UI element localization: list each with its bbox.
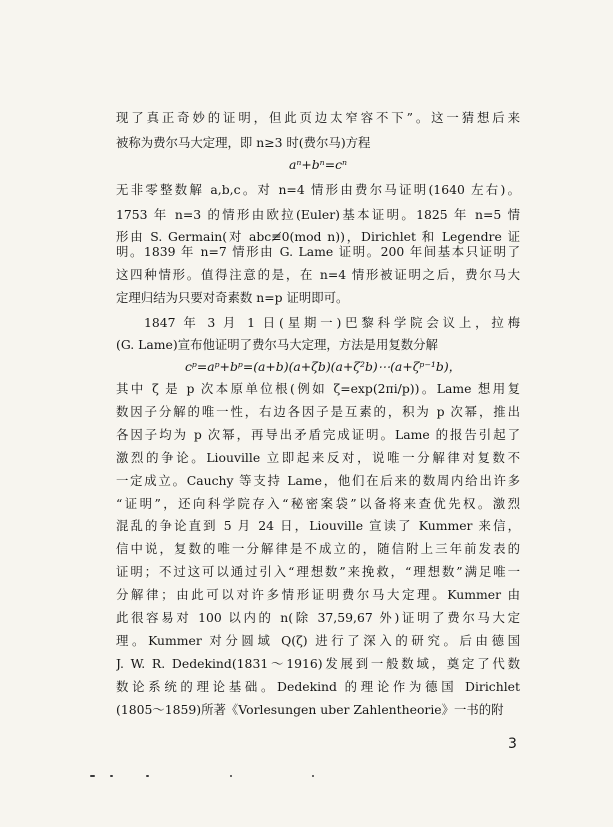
- text-line: 定理归结为只要对奇素数 n=p 证明即可。: [116, 290, 349, 305]
- text-line: (1805～1859)所著《Vorlesungen uber Zahlentheorie》一书的附: [116, 702, 504, 717]
- text-line: 分解律；由此可以对许多情形证明费尔马大定理。Kummer 由: [116, 587, 520, 602]
- text-line: 混乱的争论直到 5 月 24 日，Liouville 宣读了 Kummer 来信，: [116, 518, 520, 533]
- text-line: J. W. R. Dedekind(1831～1916)发展到一般数域，奠定了代数: [116, 656, 520, 671]
- text-line: 形由 S. Germain(对 abc≢0(mod n))，Dirichlet 和 Legendre 证: [116, 229, 520, 244]
- text-line: (G. Lame)宣布他证明了费尔马大定理，方法是用复数分解: [116, 337, 438, 352]
- text-line: 一定成立。Cauchy 等支持 Lame，他们在后来的数周内给出许多: [116, 473, 520, 488]
- scan-speck: [90, 775, 95, 777]
- text-line: “证明”，还向科学院存入“秘密案袋”以备将来查优先权。激烈: [116, 496, 520, 511]
- text-line: 现了真正奇妙的证明，但此页边太窄容不下”。这一猜想后来: [116, 110, 520, 125]
- text-line: 这四种情形。值得注意的是，在 n=4 情形被证明之后，费尔马大: [116, 267, 520, 282]
- text-line: 激烈的争论。Liouville 立即起来反对，说唯一分解律对复数不: [116, 450, 520, 465]
- text-line: 各因子均为 p 次幂，再导出矛盾完成证明。Lame 的报告引起了: [116, 427, 520, 442]
- text-line: 1847 年 3 月 1 日(星期一)巴黎科学院会议上，拉梅: [144, 315, 520, 330]
- text-line: 无非零整数解 a,b,c。对 n=4 情形由费尔马证明(1640 左右)。: [116, 182, 520, 197]
- text-line: 被称为费尔马大定理，即 n≥3 时(费尔马)方程: [116, 135, 371, 150]
- text-line: 证明；不过这可以通过引入“理想数”来挽救，“理想数”满足唯一: [116, 564, 520, 579]
- text-line: 其中 ζ 是 p 次本原单位根(例如 ζ=exp(2πi/p))。Lame 想用复: [116, 381, 520, 396]
- page-number: 3: [508, 736, 517, 752]
- fermat-equation: aⁿ+bⁿ=cⁿ: [288, 157, 348, 172]
- text-line: 1753 年 n=3 的情形由欧拉(Euler)基本证明。1825 年 n=5 情: [116, 207, 520, 222]
- factorization-equation: cᵖ=aᵖ+bᵖ=(a+b)(a+ζb)(a+ζ²b)⋯(a+ζᵖ⁻¹b)，: [184, 359, 462, 374]
- text-line: 数论系统的理论基础。Dedekind 的理论作为德国 Dirichlet: [116, 679, 520, 694]
- scan-speck: [110, 775, 113, 777]
- text-line: 理。Kummer 对分圆域 Q(ζ) 进行了深入的研究。后由德国: [116, 633, 520, 648]
- scan-speck: [230, 775, 232, 777]
- scan-speck: [312, 775, 314, 777]
- scan-speck: [146, 775, 149, 777]
- text-line: 明。1839 年 n=7 情形由 G. Lame 证明。200 年间基本只证明了: [116, 244, 520, 259]
- text-line: 数因子分解的唯一性，右边各因子是互素的，积为 p 次幂，推出: [116, 404, 520, 419]
- text-line: 此很容易对 100 以内的 n(除 37,59,67 外)证明了费尔马大定: [116, 610, 520, 625]
- text-line: 信中说，复数的唯一分解律是不成立的，随信附上三年前发表的: [116, 541, 520, 556]
